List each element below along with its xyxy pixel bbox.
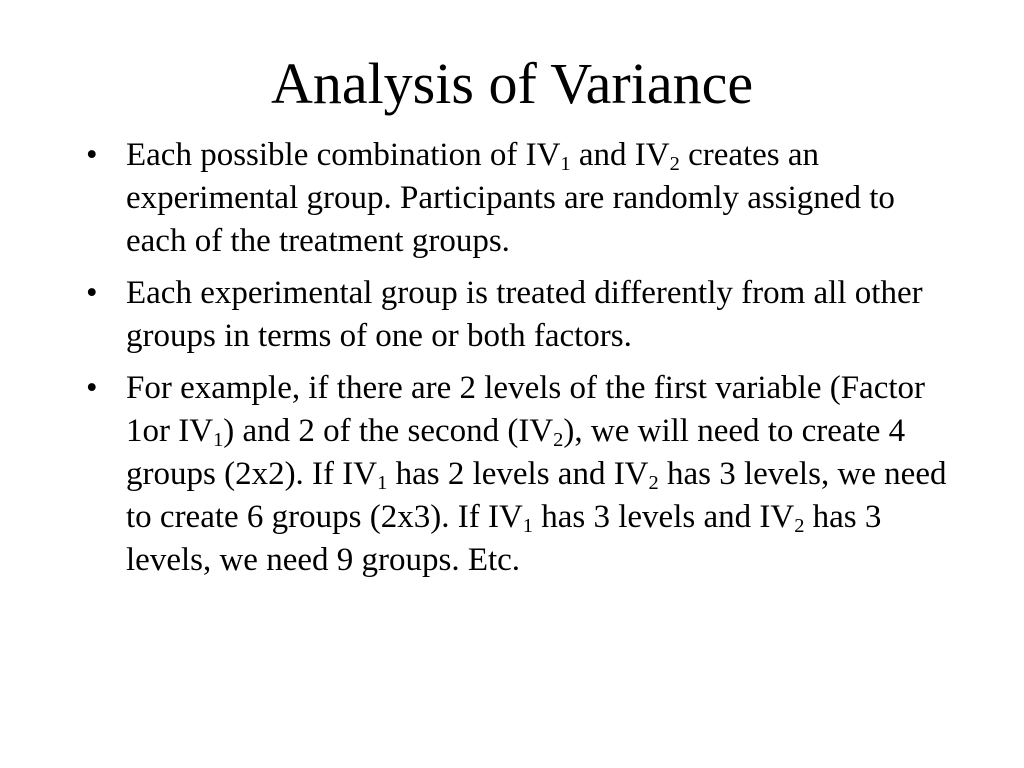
bullet-icon: • xyxy=(86,370,98,406)
subscript: 1 xyxy=(377,472,388,495)
subscript: 1 xyxy=(522,515,533,538)
bullet-icon: • xyxy=(86,137,98,173)
subscript: 2 xyxy=(553,429,564,452)
bullet-item-2 xyxy=(82,272,952,358)
subscript: 2 xyxy=(648,472,659,495)
subscript: 2 xyxy=(669,153,680,176)
bullet-list xyxy=(82,134,952,591)
bullet-item-3 xyxy=(82,367,952,582)
bullet-text: Each experimental group is treated differently from all other groups in terms of one or both factors. xyxy=(126,275,923,354)
bullet-item-1 xyxy=(82,134,952,263)
slide-title: Analysis of Variance xyxy=(270,51,754,116)
bullet-text: Each possible combination of $IV_1$ and $IV_2$ creates an experimental group. Participants are randomly assigned to each of the treatment groups. xyxy=(126,137,895,259)
bullet-text: For example, if there are 2 levels of the first variable (Factor 1or $IV_1$) and 2 of the second $(IV_2)$, we will need to create 4 groups (2x2). If $IV_1$ has 2 levels and $IV_2$ has 3 levels, we need to create 6 groups (2x3). If $IV_1$ has 3 levels and $IV_2$ has 3 levels, we need 9 groups. Etc. xyxy=(126,370,947,578)
subscript: 2 xyxy=(794,515,805,538)
bullet-icon: • xyxy=(86,275,98,311)
subscript: 1 xyxy=(213,429,224,452)
subscript: 1 xyxy=(560,153,571,176)
